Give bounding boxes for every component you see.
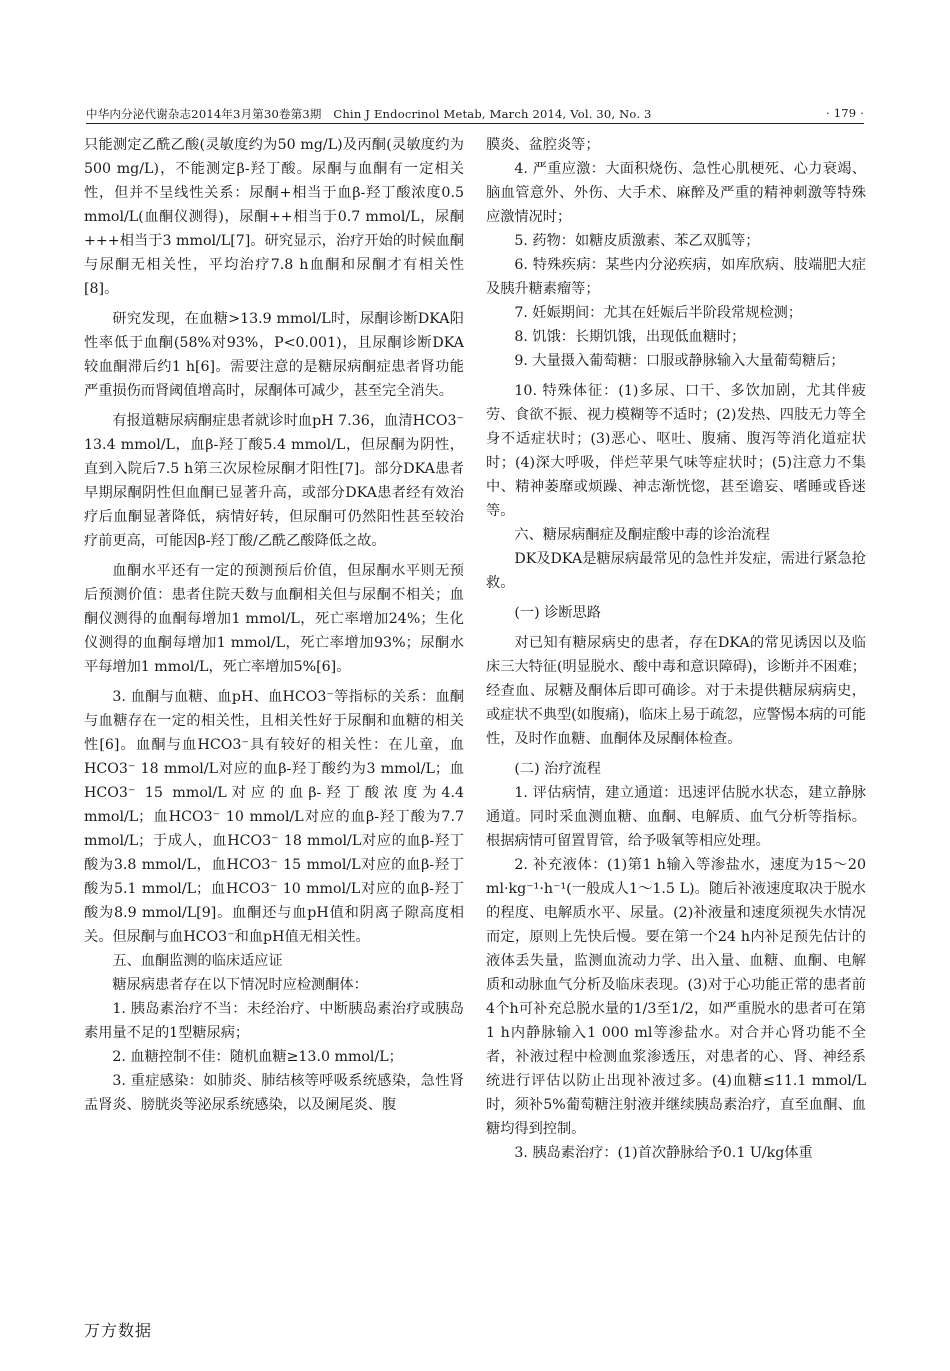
list-item: 6. 特殊疾病：某些内分泌疾病，如库欣病、肢端肥大症及胰升糖素瘤等；	[486, 257, 866, 297]
right-column	[486, 133, 866, 1165]
left-column	[84, 133, 464, 1117]
page-number: · 179 ·	[826, 106, 864, 120]
list-item-continued: 膜炎、盆腔炎等；	[486, 137, 600, 153]
list-item: 10. 特殊体征：(1)多尿、口干、多饮加剧，尤其伴疲劳、食欲不振、视力模糊等不适时；(2)发热、四肢无力等全身不适症状时；(3)恶心、呕吐、腹痛、腹泻等消化道症状时；(4)深大呼吸，伴烂苹果气味等症状时；(5)注意力不集中、精神萎靡或烦躁、神志渐恍惚，甚至谵妄、嗜睡或昏迷等。	[486, 383, 866, 519]
list-item: 9. 大量摄入葡萄糖：口服或静脉输入大量葡萄糖后；	[514, 353, 845, 369]
header-rule	[86, 123, 864, 124]
paragraph-report: 有报道糖尿病酮症患者就诊时血pH 7.36，血清HCO3⁻ 13.4 mmol/L，血β-羟丁酸5.4 mmol/L，但尿酮为阴性，直到入院后7.5 h第三次尿检尿酮才阳性[7]。部分DKA患者早期尿酮阴性但血酮已显著升高，或部分DKA患者经有效治疗后血酮显著降低，病情好转，但尿酮可仍然阳性甚至较治疗前更高，可能因β-羟丁酸/乙酰乙酸降低之故。	[84, 413, 464, 549]
subsection-heading-diagnosis: (一) 诊断思路	[514, 605, 601, 621]
paragraph-research: 研究发现，在血糖>13.9 mmol/L时，尿酮诊断DKA阳性率低于血酮(58%对93%，P<0.001)，且尿酮诊断DKA较血酮滞后约1 h[6]。需要注意的是糖尿病酮症患者肾功能严重损伤而肾阈值增高时，尿酮体可减少，甚至完全消失。	[84, 311, 464, 399]
running-header	[86, 98, 864, 124]
paragraph-correlation: 3. 血酮与血糖、血pH、血HCO3⁻等指标的关系：血酮与血糖存在一定的相关性，且相关性好于尿酮和血糖的相关性[6]。血酮与血HCO3⁻具有较好的相关性：在儿童，血HCO3⁻ 18 mmol/L对应的血β-羟丁酸约为3 mmol/L；血HCO3⁻ 15 mmol/L对应的血β-羟丁酸浓度为4.4 mmol/L；血HCO3⁻ 10 mmol/L对应的血β-羟丁酸为7.7 mmol/L；于成人，血HCO3⁻ 18 mmol/L对应的血β-羟丁酸为3.8 mmol/L，血HCO3⁻ 15 mmol/L对应的血β-羟丁酸为5.1 mmol/L；血HCO3⁻ 10 mmol/L对应的血β-羟丁酸为8.9 mmol/L[9]。血酮还与血pH值和阴离子隙高度相关。但尿酮与血HCO3⁻和血pH值无相关性。	[84, 689, 464, 945]
paragraph-diagnosis: 对已知有糖尿病史的患者，存在DKA的常见诱因以及临床三大特征(明显脱水、酸中毒和意识障碍)，诊断并不困难；经查血、尿糖及酮体后即可确诊。对于未提供糖尿病病史，或症状不典型(如腹痛)，临床上易于疏忽，应警惕本病的可能性，及时作血糖、血酮体及尿酮体检查。	[486, 635, 866, 747]
subsection-heading-treatment: (二) 治疗流程	[514, 761, 601, 777]
section-heading-6: 六、糖尿病酮症及酮症酸中毒的诊治流程	[514, 527, 770, 543]
list-item: 8. 饥饿：长期饥饿，出现低血糖时；	[514, 329, 746, 345]
paragraph-dk-dka: DK及DKA是糖尿病最常见的急性并发症，需进行紧急抢救。	[486, 551, 866, 591]
list-item: 1. 胰岛素治疗不当：未经治疗、中断胰岛素治疗或胰岛素用量不足的1型糖尿病；	[84, 1001, 464, 1041]
section-heading-5: 五、血酮监测的临床适应证	[112, 953, 283, 969]
list-item: 7. 妊娠期间：尤其在妊娠后半阶段常规检测；	[514, 305, 803, 321]
paragraph-assess: 1. 评估病情，建立通道：迅速评估脱水状态，建立静脉通道。同时采血测血糖、血酮、电解质、血气分析等指标。根据病情可留置胃管，给予吸氧等相应处理。	[486, 785, 866, 849]
list-item: 2. 血糖控制不佳：随机血糖≥13.0 mmol/L；	[112, 1049, 403, 1065]
paragraph-fluids: 2. 补充液体：(1)第1 h输入等渗盐水，速度为15～20 ml·kg⁻¹·h⁻¹(一般成人1～1.5 L)。随后补液速度取决于脱水的程度、电解质水平、尿量。(2)补液量和速度须视失水情况而定，原则上先快后慢。要在第一个24 h内补足预先估计的液体丢失量，监测血流动力学、出入量、血糖、血酮、电解质和动脉血气分析及临床表现。(3)对于心功能正常的患者前4个h可补充总脱水量的1/3至1/2，如严重脱水的患者可在第1 h内静脉输入1 000 ml等渗盐水。对合并心肾功能不全者，补液过程中检测血浆渗透压，对患者的心、肾、神经系统进行评估以防止出现补液过多。(4)血糖≤11.1 mmol/L时，须补5%葡萄糖注射液并继续胰岛素治疗，直至血酮、血糖均得到控制。	[486, 857, 866, 1137]
watermark-text: 万方数据	[84, 1321, 153, 1340]
paragraph-prognosis: 血酮水平还有一定的预测预后价值，但尿酮水平则无预后预测价值：患者住院天数与血酮相关但与尿酮不相关；血酮仪测得的血酮每增加1 mmol/L，死亡率增加24%；生化仪测得的血酮每增加1 mmol/L，死亡率增加93%；尿酮水平每增加1 mmol/L，死亡率增加5%[6]。	[84, 563, 464, 675]
list-item: 5. 药物：如糖皮质激素、苯乙双胍等；	[514, 233, 760, 249]
paragraph-urine-ketone: 只能测定乙酰乙酸(灵敏度约为50 mg/L)及丙酮(灵敏度约为500 mg/L)，不能测定β-羟丁酸。尿酮与血酮有一定相关性，但并不呈线性关系：尿酮+相当于血β-羟丁酸浓度0.5 mmol/L(血酮仪测得)，尿酮++相当于0.7 mmol/L，尿酮+++相当于3 mmol/L[7]。研究显示，治疗开始的时候血酮与尿酮无相关性，平均治疗7.8 h血酮和尿酮才有相关性[8]。	[84, 137, 464, 297]
list-item: 4. 严重应激：大面积烧伤、急性心肌梗死、心力衰竭、脑血管意外、外伤、大手术、麻醉及严重的精神刺激等特殊应激情况时；	[486, 161, 866, 225]
paragraph-intro-list: 糖尿病患者存在以下情况时应检测酮体：	[112, 977, 368, 993]
paragraph-insulin: 3. 胰岛素治疗：(1)首次静脉给予0.1 U/kg体重	[514, 1145, 813, 1161]
journal-citation: 中华内分泌代谢杂志2014年3月第30卷第3期 Chin J Endocrinol Metab, March 2014, Vol. 30, No. 3	[86, 107, 652, 121]
list-item: 3. 重症感染：如肺炎、肺结核等呼吸系统感染，急性肾盂肾炎、膀胱炎等泌尿系统感染，以及阑尾炎、腹	[84, 1073, 464, 1113]
